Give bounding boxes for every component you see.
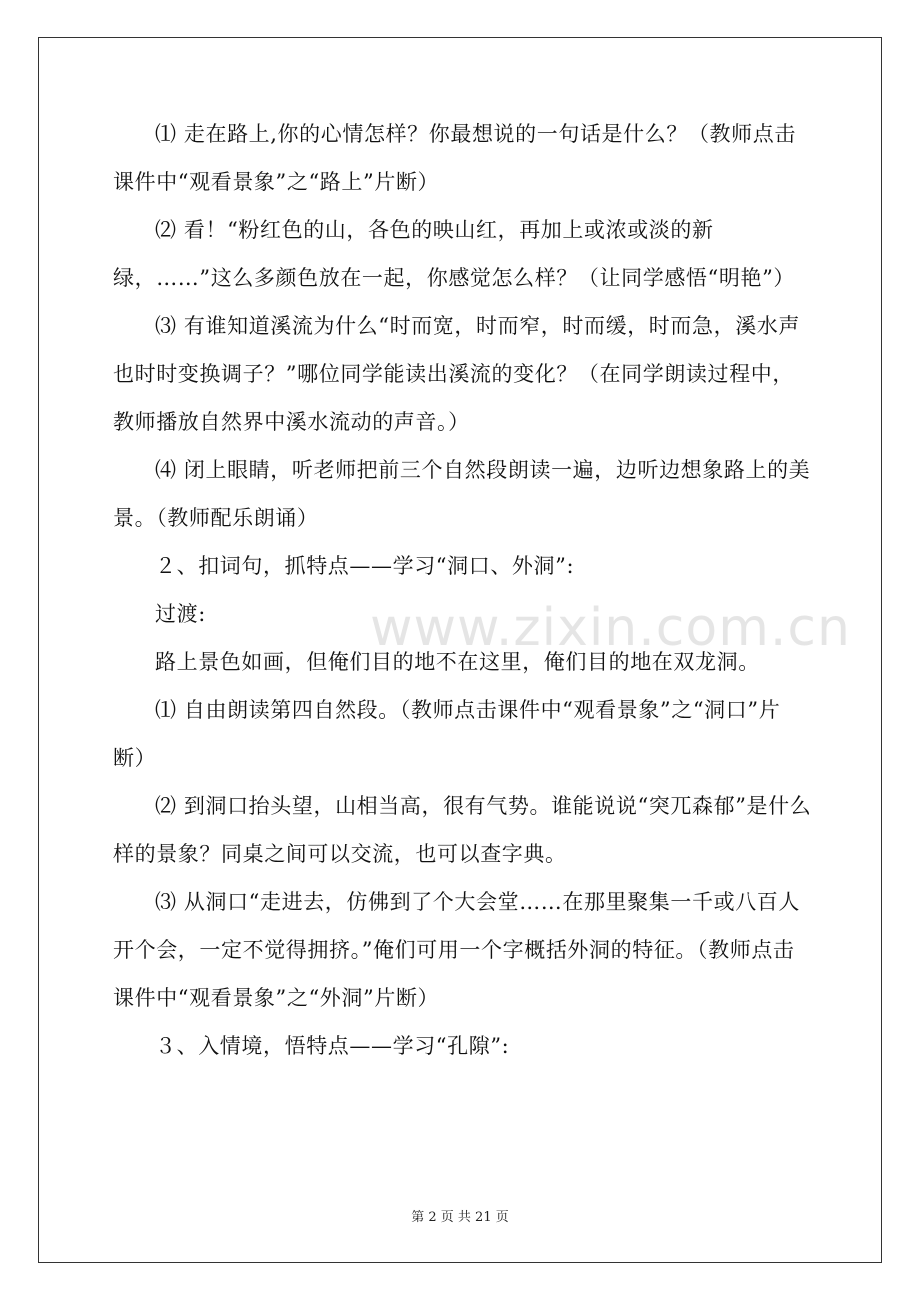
paragraph: ⑶ 有谁知道溪流为什么“时而宽，时而窄，时而缓，时而急，溪水声也时时变换调子？”哪位同学能读出溪流的变化？（在同学朗读过程中，教师播放自然界中溪水流动的声音。） [113,314,801,434]
section-heading: ２、扣词句，抓特点——学习“洞口、外洞”: [155,554,575,578]
page-footer: 第 2 页 共 21 页 [411,1210,509,1225]
paragraph: ⑶ 从洞口“走进去，仿佛到了个大会堂……在那里聚集一千或八百人开个会，一定不觉得拥挤。”俺们可用一个字概括外洞的特征。（教师点击课件中“观看景象”之“外洞”片断） [113,890,801,1010]
paragraph: 路上景色如画，但俺们目的地不在这里，俺们目的地在双龙洞。 [155,650,760,674]
paragraph: ⑵ 看！“粉红色的山，各色的映山红，再加上或浓或淡的新绿，……”这么多颜色放在一起，你感觉怎么样？（让同学感悟“明艳”） [113,218,796,290]
paragraph: ⑵ 到洞口抬头望，山相当高，很有气势。谁能说说“突兀森郁”是什么样的景象？同桌之间可以交流，也可以查字典。 [113,794,812,866]
paragraph: ⑴ 自由朗读第四自然段。（教师点击课件中“观看景象”之“洞口”片断） [113,698,781,770]
watermark: www.zixin.com.cn [370,598,851,658]
paragraph: 过渡: [155,602,206,626]
document-body [113,110,813,1070]
paragraph: ⑴ 走在路上,你的心情怎样？你最想说的一句话是什么？（教师点击课件中“观看景象”之“路上”片断） [113,122,796,194]
paragraph: ⑷ 闭上眼睛，听老师把前三个自然段朗读一遍，边听边想象路上的美景。（教师配乐朗诵） [113,458,811,530]
section-heading: ３、入情境，悟特点——学习“孔隙”: [155,1034,510,1058]
